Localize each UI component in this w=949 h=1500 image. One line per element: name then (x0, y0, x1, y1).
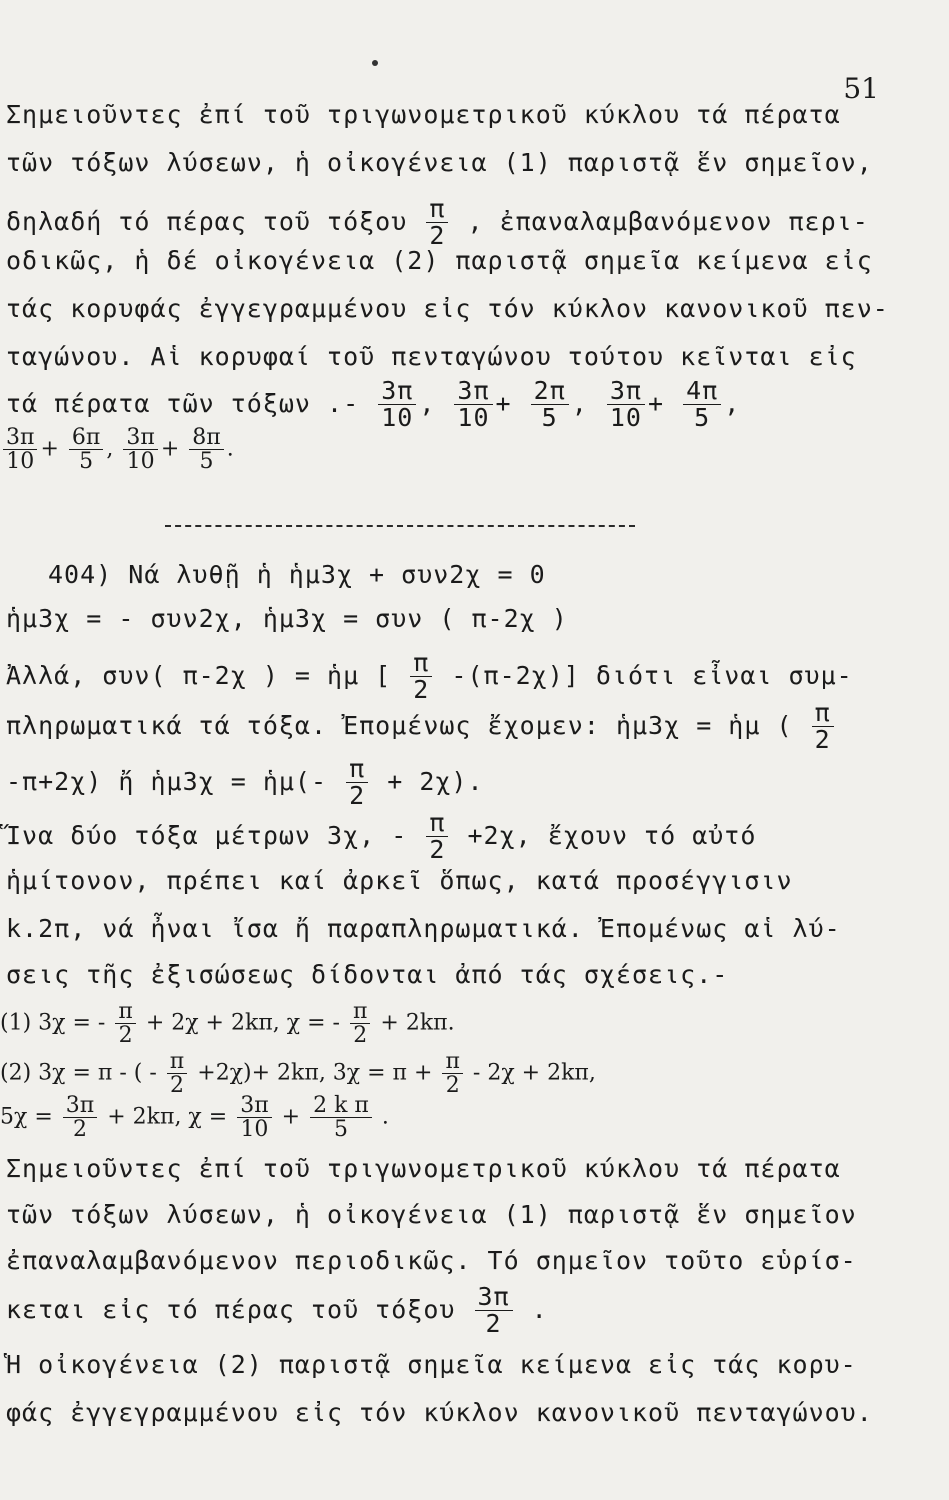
frac-den: 2 (170, 1073, 185, 1099)
text-span: πληρωματικά τά τόξα. Ἐπομένως ἔχομεν: ἡμ3χ = ἡμ ( (6, 710, 793, 740)
frac-num: π (350, 1000, 370, 1024)
frac-den: 10 (6, 449, 35, 475)
fraction (683, 378, 721, 432)
text-line (6, 196, 889, 250)
text-line: ἡμ3χ = - συν2χ, ἡμ3χ = συν ( π-2χ ) (6, 604, 568, 633)
text-line: τάς κορυφάς ἐγγεγραμμένου εἰς τόν κύκλον κανονικοῦ πεν- (6, 294, 889, 323)
text-span: δηλαδή τό πέρας τοῦ τόξου (6, 206, 408, 236)
text-span: + 2χ). (387, 766, 484, 796)
text-span: . (531, 1294, 548, 1324)
fraction-pi-over-2 (426, 196, 448, 250)
text-line: ἐπαναλαμβανόμενον περιοδικῶς. Τό σημεῖον τοῦτο εὑρίσ- (6, 1246, 857, 1275)
page-number: 51 (843, 72, 879, 105)
fraction (454, 378, 492, 432)
fraction (189, 426, 223, 473)
problem-number: 404) (48, 560, 113, 589)
section-divider (165, 525, 635, 527)
fraction-pi-over-2 (812, 700, 834, 754)
math-line: $\frac{3\pi}{10}$ + $\frac{6\pi}{5}$ , $\frac{3\pi}{10}$ + $\frac{8\pi}{5}$ . (0, 426, 929, 473)
text-line: Ἡ οἰκογένεια (2) παριστᾷ σημεῖα κείμενα εἰς τάς κορυ- (6, 1350, 857, 1379)
frac-num: π (346, 756, 368, 783)
text-span: 5χ = (0, 1104, 53, 1130)
text-line: τῶν τόξων λύσεων, ἡ οἰκογένεια (1) παριστᾷ ἕν σημεῖον, (6, 148, 873, 177)
frac-den: 10 (457, 403, 490, 433)
frac-den: 2 (349, 781, 366, 811)
fraction-pi-over-2 (442, 1050, 462, 1097)
frac-num: 3π (378, 378, 416, 405)
text-span: , ἐπαναλαμβανόμενον περι- (467, 206, 869, 236)
frac-num: π (426, 196, 448, 223)
text-line: ταγώνου. Αἱ κορυφαί τοῦ πενταγώνου τούτου κεῖνται εἰς (6, 342, 857, 371)
frac-den: 10 (609, 403, 642, 433)
frac-num: 2 k π (310, 1094, 372, 1118)
frac-den: 2 (485, 1309, 502, 1339)
text-span: + 2χ + 2kπ, χ = - (145, 1010, 340, 1036)
fraction (123, 426, 157, 473)
frac-num: 3π (123, 426, 157, 450)
text-line (6, 650, 889, 704)
text-span: -(π-2χ)] διότι εἶναι συμ- (451, 660, 853, 690)
text-span: + 2kπ, χ = (107, 1104, 228, 1130)
fraction (475, 1284, 513, 1338)
text-line: k.2π, νά ἦναι ἴσα ἤ παραπληρωματικά. Ἐπομένως αἱ λύ- (6, 914, 841, 943)
frac-den: 2 (445, 1073, 460, 1099)
frac-num: π (812, 700, 834, 727)
frac-num: 3π (237, 1094, 271, 1118)
text-span: - 2χ + 2kπ, (472, 1060, 596, 1086)
fraction-pi-over-2 (346, 756, 368, 810)
text-span: Ἵνα δύο τόξα μέτρων 3χ, - (6, 820, 408, 850)
text-line (6, 756, 889, 810)
text-line (6, 1284, 889, 1338)
frac-num: 3π (607, 378, 645, 405)
frac-num: π (442, 1050, 462, 1074)
text-line (6, 810, 889, 864)
frac-den: 2 (353, 1023, 368, 1049)
frac-num: π (167, 1050, 187, 1074)
equation-line (0, 1000, 929, 1047)
frac-den: 2 (73, 1117, 87, 1143)
frac-den: 5 (541, 403, 558, 433)
frac-num: 3π (3, 426, 37, 450)
fraction (63, 1094, 97, 1141)
fraction-pi-over-2 (167, 1050, 187, 1097)
frac-num: 3π (63, 1094, 97, 1118)
fraction (3, 426, 37, 473)
frac-den: 10 (381, 403, 414, 433)
frac-den: 5 (199, 449, 214, 475)
frac-den: 5 (334, 1117, 348, 1143)
frac-den: 2 (118, 1023, 133, 1049)
fraction (607, 378, 645, 432)
text-span: -π+2χ) ἤ ἡμ3χ = ἡμ(- (6, 766, 328, 796)
text-line: τά πέρατα τῶν τόξων .- $\frac{3\pi}{10}$ , $\frac{3\pi}{10}$ + $\frac{2\pi}{5}$ , $\frac{3\pi}{10}$ + $\frac{4\pi}{5}$ , (6, 376, 741, 433)
frac-den: 5 (694, 403, 711, 433)
frac-den: 10 (240, 1117, 269, 1143)
text-span: κεται εἰς τό πέρας τοῦ τόξου (6, 1294, 456, 1324)
frac-num: π (426, 810, 448, 837)
text-line: τῶν τόξων λύσεων, ἡ οἰκογένεια (1) παριστᾷ ἕν σημεῖον (6, 1200, 857, 1229)
frac-num: 3π (475, 1284, 513, 1311)
fraction (310, 1094, 372, 1141)
text-line: οδικῶς, ἡ δέ οἰκογένεια (2) παριστᾷ σημεῖα κείμενα εἰς (6, 246, 873, 275)
text-span: +2χ)+ 2kπ, 3χ = π + (197, 1060, 433, 1086)
frac-num: 3π (454, 378, 492, 405)
fraction (237, 1094, 271, 1141)
fraction-pi-over-2 (350, 1000, 370, 1047)
fraction-pi-over-2 (426, 810, 448, 864)
frac-den: 2 (429, 835, 446, 865)
fraction (69, 426, 103, 473)
text-line: σεις τῆς ἐξισώσεως δίδονται ἀπό τάς σχέσεις.- (6, 960, 729, 989)
text-line: Σημειοῦντες ἐπί τοῦ τριγωνομετρικοῦ κύκλου τά πέρατα (6, 100, 841, 129)
text-span: τά πέρατα τῶν τόξων .- (6, 388, 360, 418)
text-span: + (281, 1104, 301, 1130)
frac-num: π (410, 650, 432, 677)
frac-den: 2 (413, 675, 430, 705)
text-line: Σημειοῦντες ἐπί τοῦ τριγωνομετρικοῦ κύκλου τά πέρατα (6, 1154, 841, 1183)
text-line: φάς ἐγγεγραμμένου εἰς τόν κύκλον κανονικοῦ πενταγώνου. (6, 1398, 873, 1427)
text-span: (2) 3χ = π - ( - (0, 1060, 157, 1086)
frac-num: 8π (189, 426, 223, 450)
text-line (6, 700, 889, 754)
text-line: ἡμίτονον, πρέπει καί ἀρκεῖ ὅπως, κατά προσέγγισιν (6, 866, 793, 895)
frac-den: 2 (429, 221, 446, 251)
frac-den: 5 (79, 449, 94, 475)
frac-num: 2π (531, 378, 569, 405)
frac-num: π (115, 1000, 135, 1024)
text-span: + 2kπ. (380, 1010, 455, 1036)
text-span: . (381, 1104, 389, 1130)
frac-num: 6π (69, 426, 103, 450)
print-speck (372, 60, 378, 66)
equation-line (0, 1094, 929, 1141)
fraction-pi-over-2 (115, 1000, 135, 1047)
frac-den: 2 (814, 725, 831, 755)
frac-den: 10 (126, 449, 155, 475)
text-span: +2χ, ἔχουν τό αὐτό (467, 820, 757, 850)
frac-num: 4π (683, 378, 721, 405)
fraction-pi-over-2 (410, 650, 432, 704)
problem-statement: Νά λυθῇ ἡ ἡμ3χ + συν2χ = 0 (128, 560, 546, 589)
text-span: Ἀλλά, συν( π-2χ ) = ἡμ [ (6, 660, 392, 690)
problem-heading (48, 560, 889, 590)
equation-line (0, 1050, 929, 1097)
fraction (531, 378, 569, 432)
text-span: (1) 3χ = - (0, 1010, 106, 1036)
fraction (378, 378, 416, 432)
